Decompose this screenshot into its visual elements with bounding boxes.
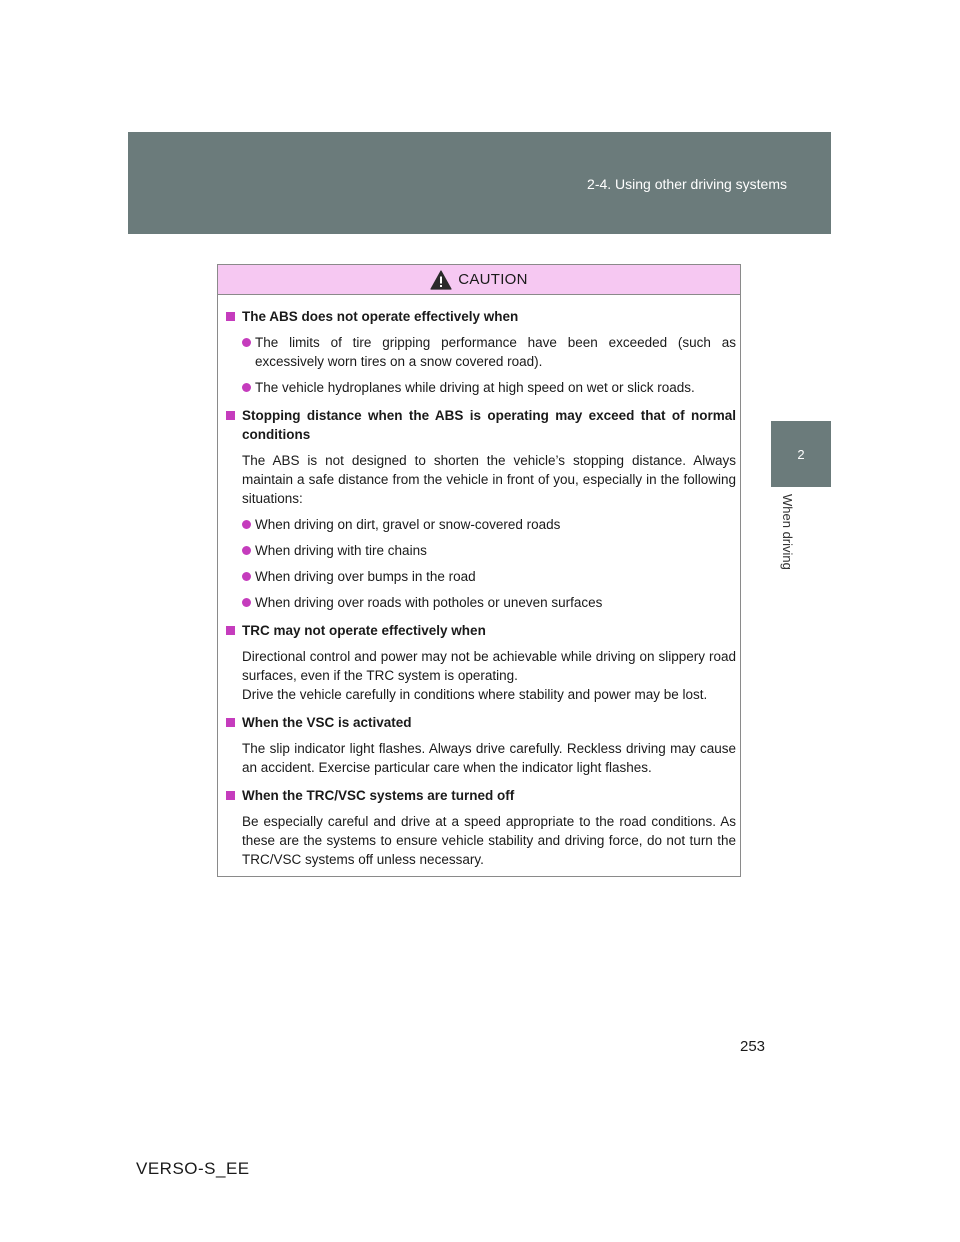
item-text: Be especially careful and drive at a speed appropriate to the road conditions. As these are the systems to ensure vehicle stability and driving force, do not turn the TRC/VSC systems off unless necessary.: [242, 814, 736, 867]
item-text: The ABS is not designed to shorten the vehicle’s stopping distance. Always maintain a safe distance from the vehicle in front of you, especially in the following situations:: [242, 453, 736, 506]
caution-box: [217, 264, 741, 877]
caution-item-trc: [224, 621, 736, 704]
square-bullet-icon: [226, 791, 235, 800]
list-item: When driving on dirt, gravel or snow-covered roads: [224, 515, 736, 534]
item-text: Directional control and power may not be achievable while driving on slippery road surfaces, even if the TRC system is operating. Drive the vehicle carefully in conditions where stability and power may be lost.: [242, 649, 736, 702]
caution-body: [218, 295, 740, 869]
list-item: When driving over roads with potholes or uneven surfaces: [224, 593, 736, 612]
item-title: When the VSC is activated: [242, 715, 412, 730]
caution-item-abs: [224, 307, 736, 397]
chapter-tab[interactable]: [771, 421, 831, 487]
caution-item-trc-vsc-off: [224, 786, 736, 869]
list-item: When driving with tire chains: [224, 541, 736, 560]
warning-triangle-icon: [430, 270, 452, 290]
dot-bullet-icon: [242, 520, 251, 529]
model-code: VERSO-S_EE: [136, 1159, 250, 1178]
caution-header: [218, 265, 740, 295]
square-bullet-icon: [226, 411, 235, 420]
item-title: The ABS does not operate effectively when: [242, 309, 519, 324]
section-title: 2-4. Using other driving systems: [587, 176, 787, 192]
list-item: The vehicle hydroplanes while driving at high speed on wet or slick roads.: [224, 378, 736, 397]
list-item: When driving over bumps in the road: [224, 567, 736, 586]
caution-title: CAUTION: [458, 271, 528, 288]
caution-item-vsc-activated: [224, 713, 736, 777]
dot-bullet-icon: [242, 598, 251, 607]
caution-item-stopping-distance: [224, 406, 736, 612]
header-band: [128, 132, 831, 234]
square-bullet-icon: [226, 718, 235, 727]
item-title: TRC may not operate effectively when: [242, 623, 486, 638]
dot-bullet-icon: [242, 572, 251, 581]
square-bullet-icon: [226, 626, 235, 635]
square-bullet-icon: [226, 312, 235, 321]
dot-bullet-icon: [242, 383, 251, 392]
dot-bullet-icon: [242, 338, 251, 347]
item-title: When the TRC/VSC systems are turned off: [242, 788, 515, 803]
page-number: 253: [740, 1038, 766, 1055]
item-text: The slip indicator light flashes. Always drive carefully. Reckless driving may cause an accident. Exercise particular care when the indicator light flashes.: [242, 741, 736, 775]
item-title: Stopping distance when the ABS is operating may exceed that of normal conditions: [242, 408, 736, 442]
dot-bullet-icon: [242, 546, 251, 555]
list-item: The limits of tire gripping performance have been exceeded (such as excessively worn tires on a snow covered road).: [224, 333, 736, 371]
chapter-number: 2: [797, 447, 805, 462]
chapter-label: When driving: [780, 494, 795, 570]
